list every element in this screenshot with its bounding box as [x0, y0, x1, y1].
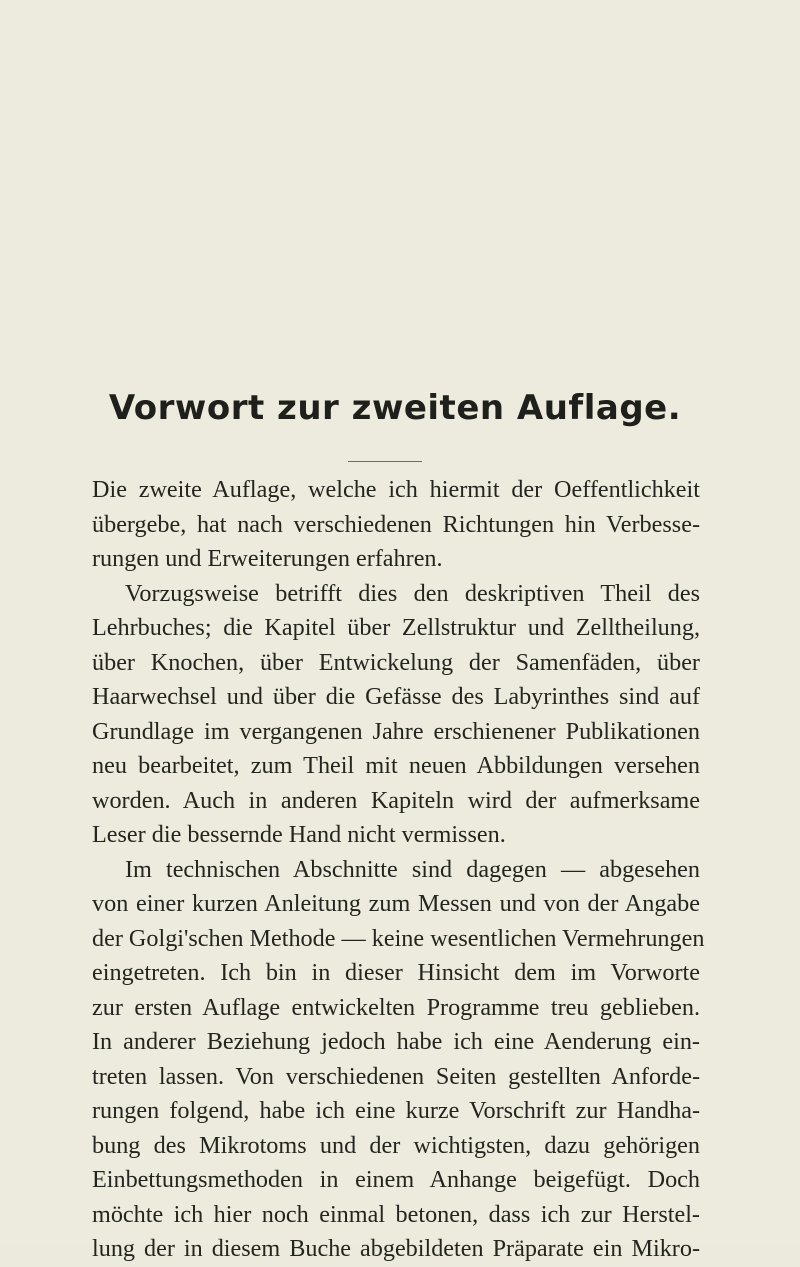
- text-line: Grundlage im vergangenen Jahre erschienener Publikationen: [92, 717, 700, 745]
- text-line: Einbettungsmethoden in einem Anhange beigefügt. Doch: [92, 1166, 700, 1193]
- text-line: Im technischen Abschnitte sind dagegen — abgesehen: [125, 855, 700, 883]
- text-line: Haarwechsel und über die Gefässe des Labyrinthes sind auf: [92, 683, 700, 710]
- text-line: neu bearbeitet, zum Theil mit neuen Abbildungen versehen: [92, 752, 700, 779]
- text-line: Lehrbuches; die Kapitel über Zellstruktur und Zelltheilung,: [92, 614, 700, 641]
- text-line: der Golgi'schen Methode — keine wesentlichen Vermehrungen: [92, 924, 705, 952]
- text-line: von einer kurzen Anleitung zum Messen und von der Angabe: [92, 890, 700, 917]
- divider-rule: [348, 461, 422, 462]
- text-line: eingetreten. Ich bin in dieser Hinsicht dem im Vorworte: [92, 959, 700, 986]
- text-line: möchte ich hier noch einmal betonen, dass ich zur Herstel-: [92, 1200, 700, 1228]
- text-line: Leser die bessernde Hand nicht vermissen.: [92, 821, 506, 848]
- text-line: bung des Mikrotoms und der wichtigsten, dazu gehörigen: [92, 1131, 700, 1159]
- text-line: rungen und Erweiterungen erfahren.: [92, 545, 443, 572]
- page-title: Vorwort zur zweiten Auflage.: [108, 388, 682, 428]
- text-line: zur ersten Auflage entwickelten Programme treu geblieben.: [92, 993, 700, 1021]
- text-line: worden. Auch in anderen Kapiteln wird der aufmerksame: [92, 786, 700, 814]
- text-line: übergebe, hat nach verschiedenen Richtungen hin Verbesse-: [92, 510, 700, 538]
- text-line: In anderer Beziehung jedoch habe ich eine Aenderung ein-: [92, 1028, 700, 1055]
- text-line: über Knochen, über Entwickelung der Samenfäden, über: [92, 648, 700, 676]
- text-line: lung der in diesem Buche abgebildeten Präparate ein Mikro-: [92, 1235, 700, 1262]
- text-line: Die zweite Auflage, welche ich hiermit der Oeffentlichkeit: [92, 476, 700, 503]
- text-line: Vorzugsweise betrifft dies den deskriptiven Theil des: [125, 579, 700, 607]
- body-text: [92, 473, 705, 1267]
- text-line: treten lassen. Von verschiedenen Seiten gestellten Anforde-: [92, 1062, 700, 1090]
- text-line: rungen folgend, habe ich eine kurze Vorschrift zur Handha-: [92, 1097, 700, 1124]
